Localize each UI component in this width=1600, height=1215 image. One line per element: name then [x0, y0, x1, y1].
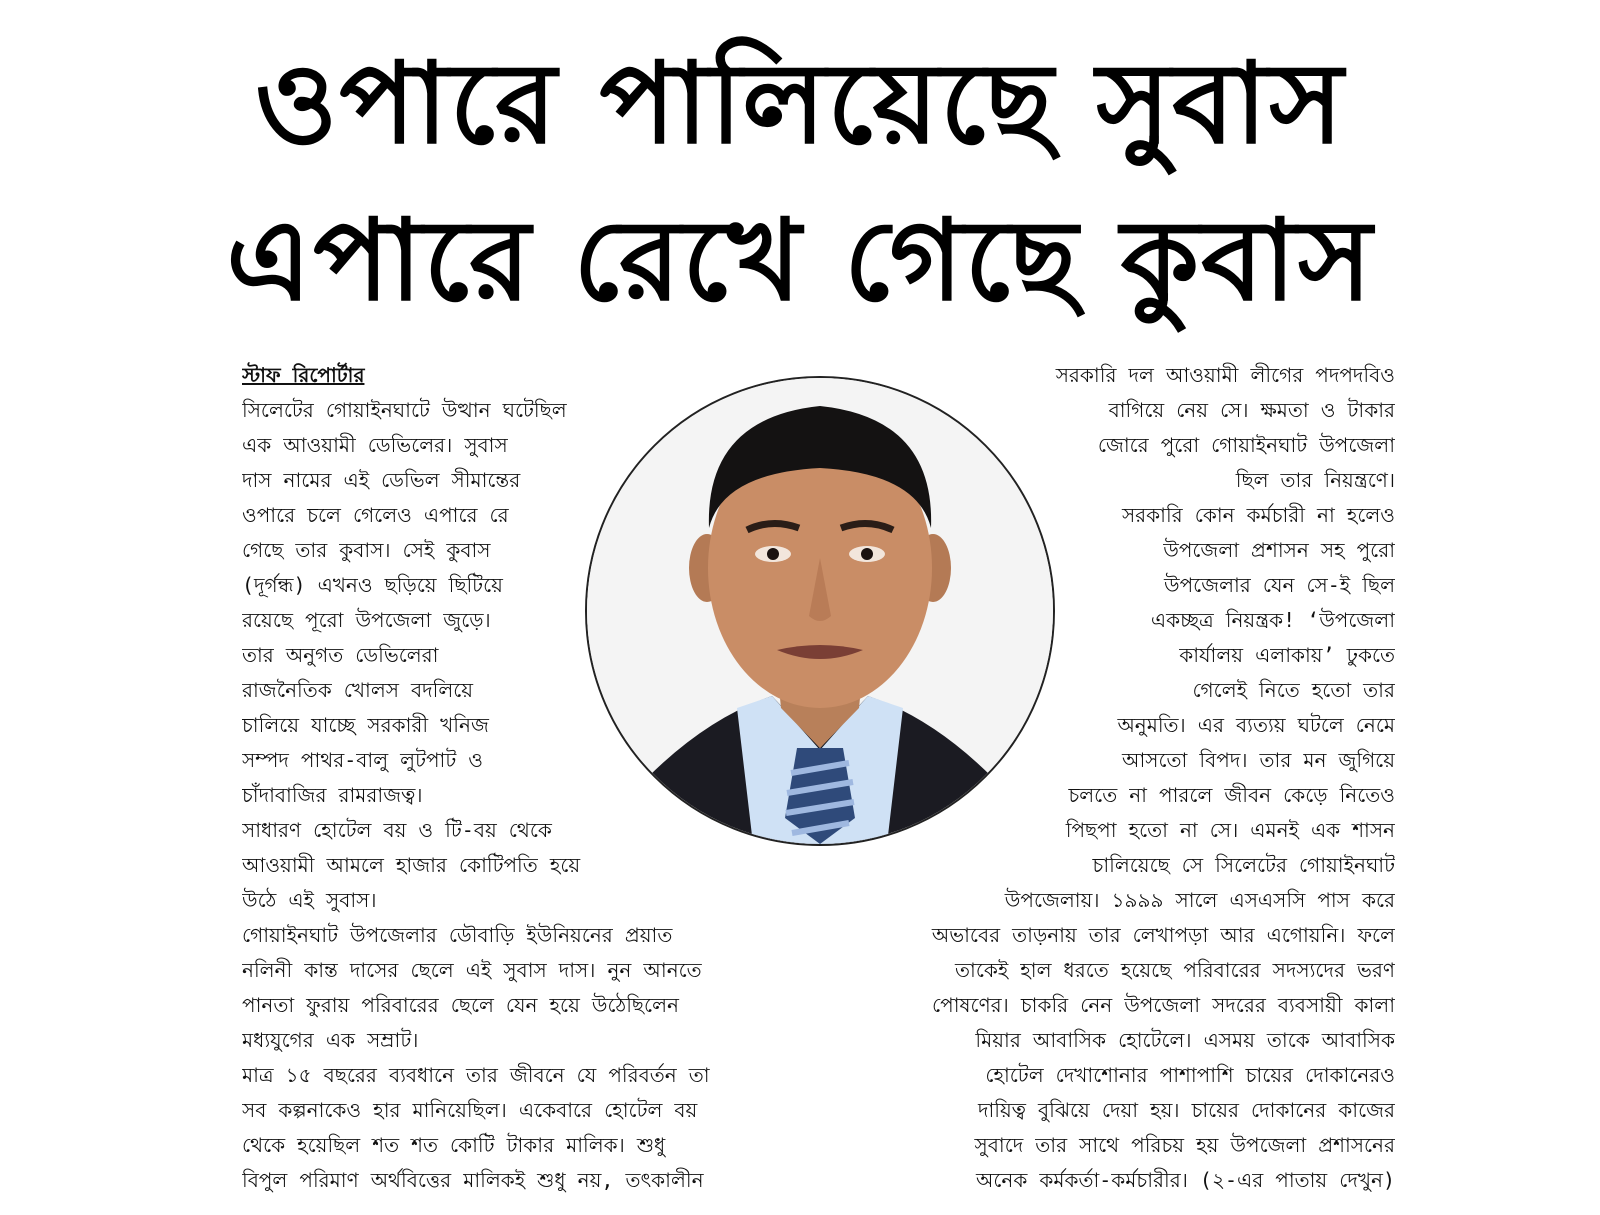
headline-line-1: ওপারে পালিয়েছে সুবাস — [254, 39, 1346, 169]
text-line: তাকেই হাল ধরতে হয়েছে পরিবারের সদস্যদের ভরণ — [955, 958, 1395, 982]
text-line: উপজেলার যেন সে-ই ছিল — [1164, 573, 1395, 597]
text-line: চলতে না পারলে জীবন কেড়ে নিতেও — [1068, 783, 1395, 807]
text-line: সুবাদে তার সাথে পরিচয় হয় উপজেলা প্রশাসনের — [974, 1133, 1395, 1157]
text-line: মাত্র ১৫ বছরের ব্যবধানে তার জীবনে যে পরিবর্তন তা — [242, 1063, 710, 1087]
text-line: পানতা ফুরায় পরিবারের ছেলে যেন হয়ে উঠেছিলেন — [242, 993, 679, 1017]
text-line: সব কল্পনাকেও হার মানিয়েছিল। একেবারে হোটেল বয় — [242, 1098, 698, 1122]
text-line: বাগিয়ে নেয় সে। ক্ষমতা ও টাকার — [1108, 398, 1395, 422]
text-line: সাধারণ হোটেল বয় ও টি-বয় থেকে — [242, 818, 552, 842]
text-line: গোয়াইনঘাট উপজেলার ডৌবাড়ি ইউনিয়নের প্রয়াত — [242, 923, 673, 947]
text-line: সরকারি দল আওয়ামী লীগের পদপদবিও — [1055, 363, 1395, 387]
text-line: আওয়ামী আমলে হাজার কোটিপতি হয়ে — [242, 853, 581, 877]
headline-line-2: এপারে রেখে গেছে কুবাস — [226, 196, 1374, 326]
text-line: চালিয়েছে সে সিলেটের গোয়াইনঘাট — [1092, 853, 1395, 877]
text-line: থেকে হয়েছিল শত শত কোটি টাকার মালিক। শুধু — [242, 1133, 666, 1157]
text-line: একচ্ছত্র নিয়ন্ত্রক! ‘উপজেলা — [1150, 608, 1395, 632]
text-line: বিপুল পরিমাণ অর্থবিত্তের মালিকই শুধু নয়, তৎকালীন — [242, 1168, 704, 1192]
text-line: উপজেলায়। ১৯৯৯ সালে এসএসসি পাস করে — [1004, 888, 1395, 912]
text-line: ওপারে চলে গেলেও এপারে রে — [242, 503, 509, 527]
text-line: ছিল তার নিয়ন্ত্রণে। — [1235, 468, 1395, 492]
text-line: (দূর্গন্ধ) এখনও ছড়িয়ে ছিটিয়ে — [242, 573, 503, 597]
text-line: পিছপা হতো না সে। এমনই এক শাসন — [1065, 818, 1395, 842]
text-line: আসতো বিপদ। তার মন জুগিয়ে — [1121, 748, 1395, 772]
portrait-photo — [585, 376, 1055, 846]
portrait-illustration — [587, 378, 1053, 844]
text-line: অভাবের তাড়নায় তার লেখাপড়া আর এগোয়নি। ফলে — [931, 923, 1395, 947]
text-line: এক আওয়ামী ডেভিলের। সুবাস — [242, 433, 508, 457]
text-line: গেলেই নিতে হতো তার — [1192, 678, 1395, 702]
text-line: চাঁদাবাজির রামরাজত্ব। — [242, 783, 423, 807]
text-line: দায়িত্ব বুঝিয়ে দেয়া হয়। চায়ের দোকানের কাজের — [977, 1098, 1395, 1122]
byline: স্টাফ রিপোর্টার — [242, 363, 365, 387]
text-line: গেছে তার কুবাস। সেই কুবাস — [242, 538, 491, 562]
text-line: দাস নামের এই ডেভিল সীমান্তের — [242, 468, 521, 492]
text-line: সরকারি কোন কর্মচারী না হলেও — [1121, 503, 1395, 527]
text-line: মধ্যযুগের এক সম্রাট। — [242, 1028, 419, 1052]
text-line: রয়েছে পূরো উপজেলা জুড়ে। — [242, 608, 491, 632]
text-line: কার্যালয় এলাকায়’ ঢুকতে — [1179, 643, 1395, 667]
text-line: অনুমতি। এর ব্যত্যয় ঘটলে নেমে — [1117, 713, 1395, 737]
text-line: সম্পদ পাথর-বালু লুটপাট ও — [242, 748, 484, 772]
text-line: মিয়ার আবাসিক হোটেলে। এসময় তাকে আবাসিক — [975, 1028, 1395, 1052]
text-line: অনেক কর্মকর্তা-কর্মচারীর। (২-এর পাতায় দেখুন) — [976, 1168, 1395, 1192]
text-line: তার অনুগত ডেভিলেরা — [242, 643, 439, 667]
text-line: পোষণের। চাকরি নেন উপজেলা সদরের ব্যবসায়ী কালা — [932, 993, 1395, 1017]
text-line: উঠে এই সুবাস। — [242, 888, 377, 912]
text-line: সিলেটের গোয়াইনঘাটে উত্থান ঘটেছিল — [242, 398, 567, 422]
text-line: রাজনৈতিক খোলস বদলিয়ে — [242, 678, 474, 702]
text-line: নলিনী কান্ত দাসের ছেলে এই সুবাস দাস। নুন আনতে — [242, 958, 702, 982]
text-line: হোটেল দেখাশোনার পাশাপাশি চায়ের দোকানেরও — [985, 1063, 1395, 1087]
text-line: উপজেলা প্রশাসন সহ পুরো — [1163, 538, 1395, 562]
text-line: চালিয়ে যাচ্ছে সরকারী খনিজ — [242, 713, 489, 737]
text-line: জোরে পুরো গোয়াইনঘাট উপজেলা — [1097, 433, 1395, 457]
